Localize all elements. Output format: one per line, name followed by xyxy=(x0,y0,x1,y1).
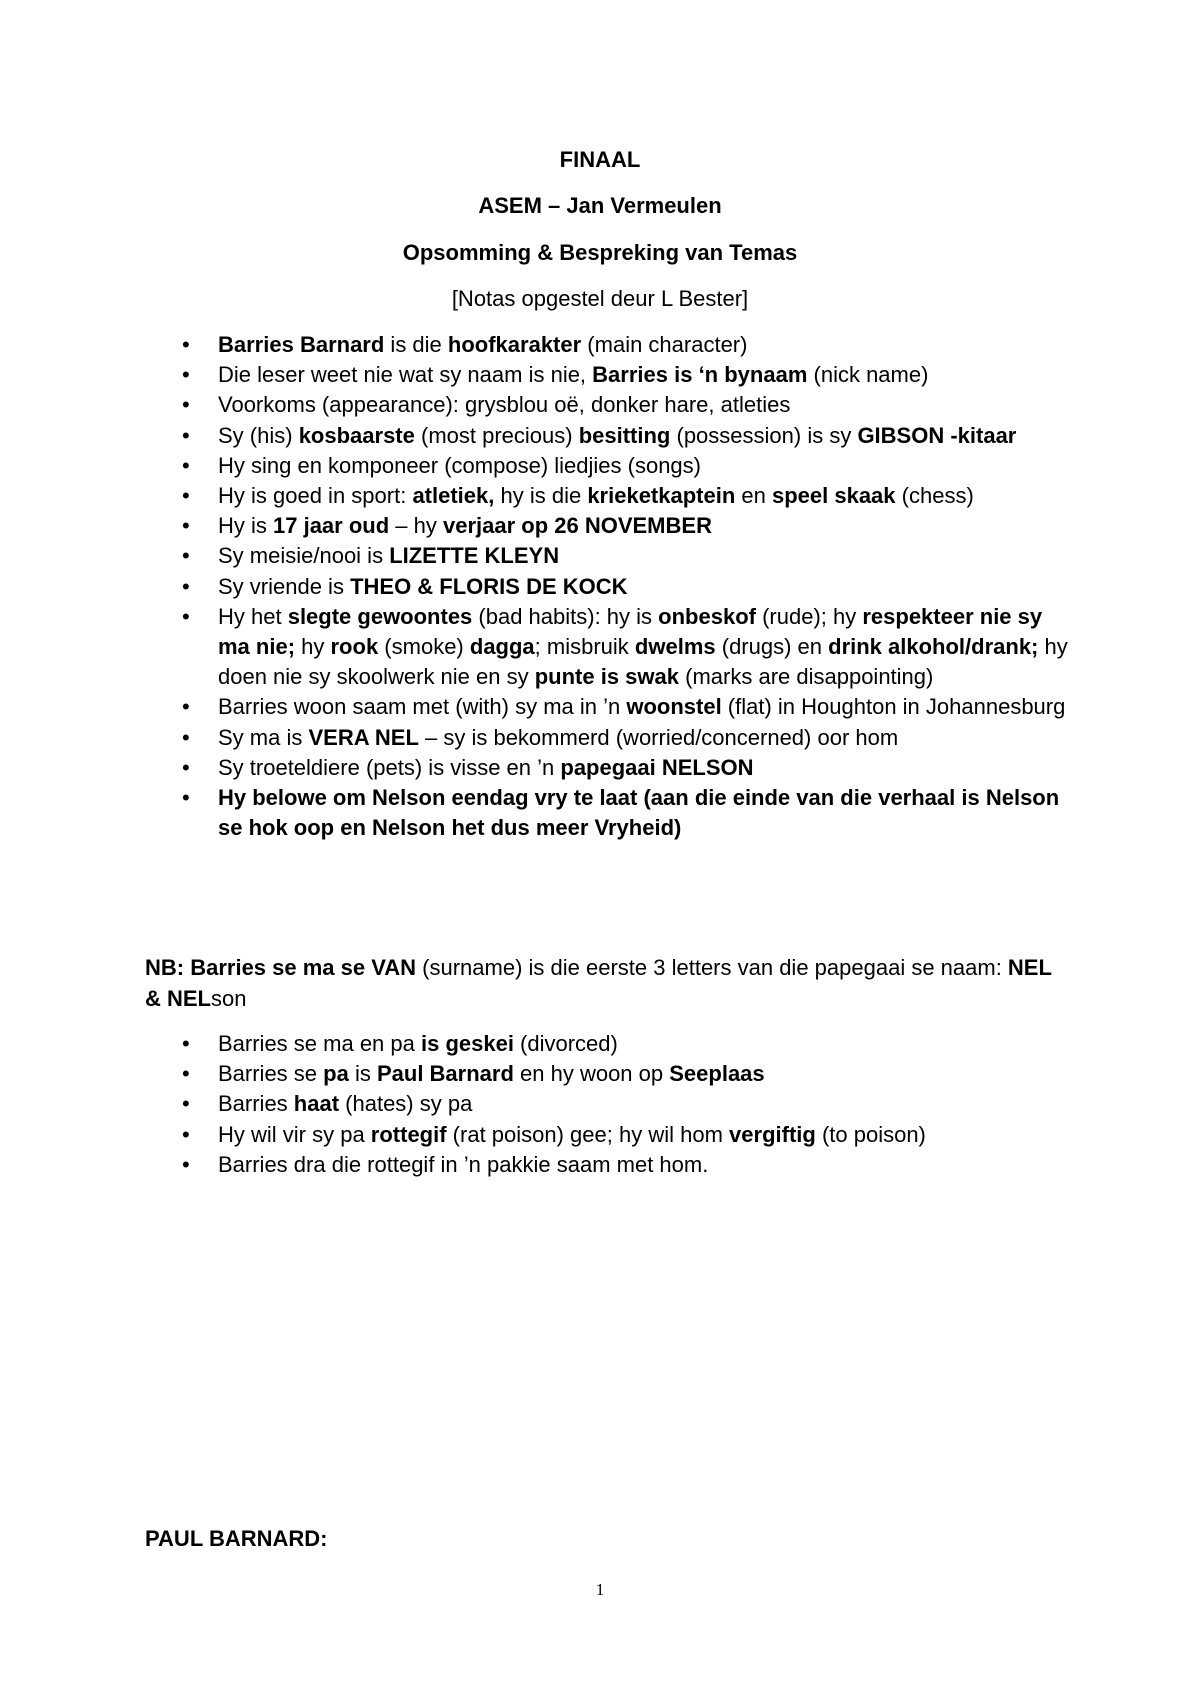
bold-text: woonstel xyxy=(626,694,722,720)
bold-text: Paul Barnard xyxy=(376,1061,514,1087)
text-run: en xyxy=(735,483,772,509)
text-run: Barries woon saam met (with) sy ma in ’n xyxy=(218,694,627,720)
bold-text: krieketkaptein xyxy=(587,483,736,509)
text-run: (divorced) xyxy=(513,1031,618,1056)
text-run: (nick name) xyxy=(807,362,929,388)
text-run: hy doen nie sy skoolwerk nie en sy xyxy=(218,634,1068,690)
list-item xyxy=(172,602,1072,693)
document-title: FINAAL xyxy=(559,147,641,172)
text-run: (hates) sy pa xyxy=(339,1091,473,1117)
text-run: Hy wil vir sy pa xyxy=(218,1121,371,1147)
text-run: (most precious) xyxy=(414,422,579,448)
bold-text: rottegif xyxy=(370,1121,447,1147)
list-item xyxy=(172,783,1072,843)
section-heading-paul-barnard: PAUL BARNARD: xyxy=(145,1526,328,1551)
text-run: hy xyxy=(295,634,331,660)
text-run: Hy is goed in sport: xyxy=(218,483,413,509)
text-run: (drugs) en xyxy=(715,634,829,660)
list-item xyxy=(172,1029,1072,1059)
bold-text: NB: Barries se ma se VAN xyxy=(145,955,417,980)
text-run: ; misbruik xyxy=(534,634,635,660)
bold-text: VERA NEL xyxy=(308,724,419,750)
bold-text: Seeplaas xyxy=(669,1061,765,1087)
list-item xyxy=(172,1150,1072,1180)
text-run: Hy is xyxy=(218,513,273,539)
bold-text: pa xyxy=(323,1061,349,1087)
text-run: (chess) xyxy=(895,483,974,509)
bold-text: dagga xyxy=(469,634,535,660)
bold-text: papegaai NELSON xyxy=(560,754,754,780)
text-run: is xyxy=(348,1061,377,1087)
bold-text: punte is swak xyxy=(534,664,680,690)
list-item xyxy=(172,541,1072,571)
list-item xyxy=(172,421,1072,451)
text-run: Voorkoms (appearance): grysblou oë, donker hare, atleties xyxy=(218,392,791,418)
text-run: – sy is bekommerd (worried/concerned) oor hom xyxy=(418,724,899,750)
bold-text: is geskei xyxy=(420,1031,514,1056)
text-run: Sy troeteldiere (pets) is visse en ’n xyxy=(218,754,561,780)
list-item xyxy=(172,330,1072,360)
list-item xyxy=(172,1089,1072,1119)
bold-text: speel skaak xyxy=(771,483,896,509)
bold-text: atletiek, xyxy=(412,483,495,509)
text-run: (main character) xyxy=(581,332,748,357)
text-run: (rat poison) gee; hy wil hom xyxy=(446,1121,730,1147)
bold-text: rook xyxy=(330,634,379,660)
list-item xyxy=(172,753,1072,783)
list-item xyxy=(172,360,1072,390)
text-run: Sy ma is xyxy=(218,724,309,750)
text-run: (marks are disappointing) xyxy=(679,664,934,690)
text-run: Barries xyxy=(218,1091,294,1117)
list-item xyxy=(172,1120,1072,1150)
list-item xyxy=(172,1059,1072,1089)
bold-text: drink alkohol/drank; xyxy=(828,634,1039,660)
text-run: (to poison) xyxy=(815,1121,926,1147)
bold-text: dwelms xyxy=(634,634,716,660)
document-subtitle: ASEM – Jan Vermeulen xyxy=(478,193,722,218)
text-run: son xyxy=(211,985,247,1011)
bold-text: slegte gewoontes xyxy=(287,603,473,629)
text-run: Sy (his) xyxy=(218,422,299,448)
bold-text: haat xyxy=(293,1091,340,1117)
text-run: Barries se ma en pa xyxy=(218,1031,421,1056)
text-run: Barries se xyxy=(218,1061,324,1087)
text-run: Sy meisie/nooi is xyxy=(218,543,390,569)
document-heading: Opsomming & Bespreking van Temas xyxy=(402,240,798,265)
list-item xyxy=(172,723,1072,753)
text-run: (smoke) xyxy=(378,634,470,660)
character-facts-list xyxy=(172,330,1072,843)
text-run: (flat) in Houghton in Johannesburg xyxy=(721,694,1066,720)
text-run: Hy sing en komponeer (compose) liedjies (songs) xyxy=(218,452,701,478)
list-item xyxy=(172,451,1072,481)
text-run: Die leser weet nie wat sy naam is nie, xyxy=(218,362,593,388)
notes-credit: [Notas opgestel deur L Bester] xyxy=(451,286,749,311)
bold-text: respekteer nie sy ma nie; xyxy=(218,603,1043,660)
text-run: (surname) is die eerste 3 letters van die papegaai se naam: xyxy=(416,955,1008,980)
family-facts-list xyxy=(172,1029,1072,1180)
bold-text: LIZETTE KLEYN xyxy=(389,543,560,569)
bold-text: Hy belowe om Nelson eendag vry te laat (aan die einde van die verhaal is Nelson se hok oop en Nelson het dus meer Vryheid) xyxy=(218,785,1060,841)
bold-text: 17 jaar oud xyxy=(273,513,390,539)
list-item xyxy=(172,481,1072,511)
list-item xyxy=(172,511,1072,541)
bold-text: Barries is ‘n bynaam xyxy=(592,362,808,388)
text-run: Barries dra die rottegif in ’n pakkie saam met hom. xyxy=(218,1151,709,1177)
text-run: (rude); hy xyxy=(755,603,863,629)
bold-text: vergiftig xyxy=(729,1121,816,1147)
list-item xyxy=(172,692,1072,722)
nb-note xyxy=(145,953,1065,1014)
bold-text: hoofkarakter xyxy=(447,332,582,357)
page-number: 1 xyxy=(595,1580,605,1599)
bold-text: NEL & NEL xyxy=(145,955,1052,1011)
bold-text: onbeskof xyxy=(658,603,756,629)
text-run: en hy woon op xyxy=(513,1061,670,1087)
list-item xyxy=(172,572,1072,602)
bold-text: besitting xyxy=(578,422,671,448)
text-run: – hy xyxy=(389,513,443,539)
text-run: (bad habits): hy is xyxy=(472,603,659,629)
text-run: hy is die xyxy=(494,483,588,509)
text-run: (possession) is sy xyxy=(670,422,858,448)
bold-text: THEO & FLORIS DE KOCK xyxy=(350,573,628,599)
bold-text: kosbaarste xyxy=(298,422,415,448)
list-item xyxy=(172,390,1072,420)
text-run: Sy vriende is xyxy=(218,573,351,599)
bold-text: Barries Barnard xyxy=(218,332,385,357)
text-run: is die xyxy=(384,332,448,357)
bold-text: GIBSON -kitaar xyxy=(857,422,1017,448)
bold-text: verjaar op 26 NOVEMBER xyxy=(442,513,712,539)
text-run: Hy het xyxy=(218,603,288,629)
